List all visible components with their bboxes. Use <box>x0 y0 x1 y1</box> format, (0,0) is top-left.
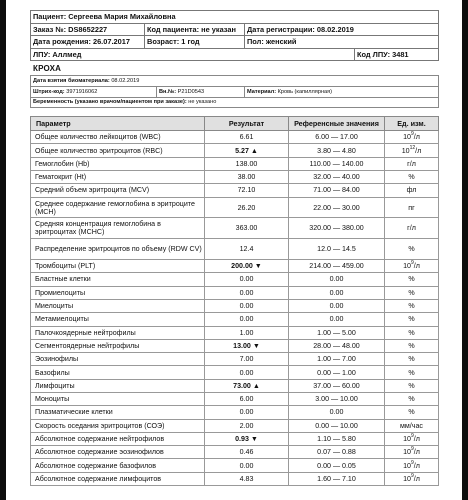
parameter-cell: Плазматические клетки <box>31 406 205 419</box>
reference-cell: 0.00 <box>289 313 385 326</box>
unit-exponent: 9 <box>410 131 414 138</box>
reference-cell: 110.00 — 140.00 <box>289 157 385 170</box>
unit-base: г/л <box>407 224 416 233</box>
unit-cell <box>385 446 439 459</box>
results-header-row <box>31 117 439 131</box>
table-row <box>31 260 439 273</box>
reference-cell: 0.00 — 10.00 <box>289 419 385 432</box>
result-cell: 138.00 <box>205 157 289 170</box>
patient-code: Код пациента: не указан <box>145 23 245 36</box>
unit-tail: /л <box>413 262 420 271</box>
result-cell: 12.4 <box>205 239 289 260</box>
unit-cell <box>385 459 439 472</box>
reference-cell: 320.00 — 380.00 <box>289 218 385 239</box>
table-row <box>31 144 439 157</box>
parameter-cell: Метамиелоциты <box>31 313 205 326</box>
reference-cell: 12.0 — 14.5 <box>289 239 385 260</box>
unit-tail: /л <box>413 461 420 470</box>
unit-tail: /л <box>413 435 420 444</box>
table-row <box>31 366 439 379</box>
table-row <box>31 432 439 445</box>
unit-cell <box>385 157 439 170</box>
table-row <box>31 131 439 144</box>
unit-cell <box>385 472 439 485</box>
table-row <box>31 218 439 239</box>
collection-date-label: Дата взятия биоматериала: <box>33 78 110 85</box>
result-cell: 2.00 <box>205 419 289 432</box>
reference-cell: 6.00 — 17.00 <box>289 131 385 144</box>
parameter-cell: Абсолютное содержание эозинофилов <box>31 446 205 459</box>
result-cell: 6.00 <box>205 393 289 406</box>
header-unit: Ед. изм. <box>385 117 439 131</box>
reference-cell: 214.00 — 459.00 <box>289 260 385 273</box>
reference-cell: 0.00 <box>289 299 385 312</box>
unit-exponent: 9 <box>410 446 414 453</box>
result-cell: 13.00 ▼ <box>205 339 289 352</box>
result-cell: 0.00 <box>205 299 289 312</box>
reference-cell: 1.60 — 7.10 <box>289 472 385 485</box>
internal-number <box>157 86 245 97</box>
barcode-value: 3971916062 <box>66 88 98 95</box>
table-row <box>31 184 439 197</box>
parameter-cell: Гемоглобин (Hb) <box>31 157 205 170</box>
right-border <box>462 0 468 500</box>
reference-cell: 3.80 — 4.80 <box>289 144 385 157</box>
unit-base: 10 <box>403 461 411 470</box>
header-parameter: Параметр <box>31 117 205 131</box>
result-cell: 72.10 <box>205 184 289 197</box>
parameter-cell: Лимфоциты <box>31 379 205 392</box>
unit-cell <box>385 339 439 352</box>
result-cell: 200.00 ▼ <box>205 260 289 273</box>
unit-exponent: 9 <box>410 459 414 466</box>
table-row <box>31 472 439 485</box>
unit-base: г/л <box>407 159 416 168</box>
lpu-row <box>30 49 439 62</box>
reference-cell: 0.00 <box>289 286 385 299</box>
table-row <box>31 446 439 459</box>
table-row <box>31 157 439 170</box>
result-cell: 0.00 <box>205 406 289 419</box>
unit-cell <box>385 432 439 445</box>
unit-cell <box>385 273 439 286</box>
unit-tail: /л <box>415 146 422 155</box>
reference-cell: 22.00 — 30.00 <box>289 197 385 218</box>
parameter-cell: Распределение эритроцитов по объему (RDW CV) <box>31 239 205 260</box>
material <box>245 86 439 97</box>
table-row <box>31 406 439 419</box>
result-cell: 38.00 <box>205 171 289 184</box>
result-cell: 0.93 ▼ <box>205 432 289 445</box>
reference-cell: 0.00 — 0.05 <box>289 459 385 472</box>
unit-cell <box>385 299 439 312</box>
unit-tail: /л <box>413 133 420 142</box>
result-cell: 6.61 <box>205 131 289 144</box>
parameter-cell: Общее количество эритроцитов (RBC) <box>31 144 205 157</box>
sample-meta <box>30 75 439 108</box>
reference-cell: 71.00 — 84.00 <box>289 184 385 197</box>
result-cell: 0.00 <box>205 366 289 379</box>
lpu-name: ЛПУ: Аллмед <box>31 49 355 61</box>
unit-base: % <box>408 328 415 337</box>
header-reference: Референсные значения <box>289 117 385 131</box>
result-cell: 4.83 <box>205 472 289 485</box>
reference-cell: 37.00 — 60.00 <box>289 379 385 392</box>
lab-title: КРОХА <box>33 64 62 74</box>
parameter-cell: Общее количество лейкоцитов (WBC) <box>31 131 205 144</box>
reference-cell: 1.00 — 5.00 <box>289 326 385 339</box>
unit-cell <box>385 131 439 144</box>
reference-cell: 0.07 — 0.88 <box>289 446 385 459</box>
parameter-cell: Промиелоциты <box>31 286 205 299</box>
table-row <box>31 379 439 392</box>
table-row <box>31 313 439 326</box>
unit-cell <box>385 144 439 157</box>
unit-cell <box>385 286 439 299</box>
patient-name: Пациент: Сергеева Мария Михайловна <box>31 11 439 24</box>
parameter-cell: Гематокрит (Ht) <box>31 171 205 184</box>
pregnancy-value: не указано <box>188 99 217 106</box>
unit-tail: /л <box>413 474 420 483</box>
unit-base: % <box>408 245 415 254</box>
parameter-cell: Базофилы <box>31 366 205 379</box>
unit-cell <box>385 239 439 260</box>
unit-exponent: 9 <box>410 472 414 479</box>
internal-number-label: Вн.№: <box>159 88 177 95</box>
order-number: Заказ №: DS8652227 <box>31 23 145 36</box>
parameter-cell: Миелоциты <box>31 299 205 312</box>
result-cell: 0.00 <box>205 286 289 299</box>
unit-base: 10 <box>401 146 410 155</box>
left-border <box>0 0 6 500</box>
table-row <box>31 171 439 184</box>
parameter-cell: Сегментоядерные нейтрофилы <box>31 339 205 352</box>
unit-base: 10 <box>403 474 411 483</box>
unit-base: % <box>408 355 415 364</box>
parameter-cell: Эозинофилы <box>31 353 205 366</box>
parameter-cell: Моноциты <box>31 393 205 406</box>
lab-report <box>30 10 438 486</box>
unit-base: % <box>408 341 415 350</box>
reference-cell: 28.00 — 48.00 <box>289 339 385 352</box>
unit-base: 10 <box>403 133 411 142</box>
unit-cell <box>385 393 439 406</box>
unit-exponent: 12 <box>409 144 416 151</box>
registration-date: Дата регистрации: 08.02.2019 <box>245 23 439 36</box>
unit-cell <box>385 366 439 379</box>
parameter-cell: Тромбоциты (PLT) <box>31 260 205 273</box>
unit-tail: /л <box>413 448 420 457</box>
barcode <box>31 86 157 97</box>
table-row <box>31 273 439 286</box>
unit-base: 10 <box>403 262 411 271</box>
patient-age: Возраст: 1 год <box>145 36 245 49</box>
unit-base: % <box>408 275 415 284</box>
unit-base: % <box>408 381 415 390</box>
reference-cell: 0.00 <box>289 406 385 419</box>
lpu-code: Код ЛПУ: 3481 <box>355 49 439 61</box>
parameter-cell: Средний объем эритроцита (MCV) <box>31 184 205 197</box>
table-row <box>31 339 439 352</box>
parameter-cell: Средняя концентрация гемоглобина в эритроцитах (MCHC) <box>31 218 205 239</box>
table-row <box>31 419 439 432</box>
result-cell: 1.00 <box>205 326 289 339</box>
reference-cell: 0.00 <box>289 273 385 286</box>
parameter-cell: Абсолютное содержание базофилов <box>31 459 205 472</box>
collection-date <box>31 76 439 87</box>
reference-cell: 3.00 — 10.00 <box>289 393 385 406</box>
parameter-cell: Среднее содержание гемоглобина в эритроците (MCH) <box>31 197 205 218</box>
barcode-label: Штрих-код: <box>33 88 65 95</box>
reference-cell: 0.00 — 1.00 <box>289 366 385 379</box>
unit-base: % <box>408 288 415 297</box>
birth-date: Дата рождения: 26.07.2017 <box>31 36 145 49</box>
table-row <box>31 393 439 406</box>
table-row <box>31 459 439 472</box>
internal-number-value: P21D0543 <box>177 88 205 95</box>
unit-cell <box>385 313 439 326</box>
unit-base: 10 <box>403 435 411 444</box>
unit-exponent: 9 <box>410 260 414 267</box>
parameter-cell: Бластные клетки <box>31 273 205 286</box>
unit-cell <box>385 379 439 392</box>
unit-cell <box>385 197 439 218</box>
result-cell: 0.00 <box>205 313 289 326</box>
unit-base: пг <box>408 203 415 212</box>
result-cell: 73.00 ▲ <box>205 379 289 392</box>
unit-cell <box>385 171 439 184</box>
reference-cell: 1.00 — 7.00 <box>289 353 385 366</box>
unit-cell <box>385 326 439 339</box>
unit-base: мм/час <box>400 421 423 430</box>
table-row <box>31 239 439 260</box>
material-value: Кровь (капиллярная) <box>277 88 333 95</box>
unit-base: % <box>408 302 415 311</box>
result-cell: 363.00 <box>205 218 289 239</box>
reference-cell: 32.00 — 40.00 <box>289 171 385 184</box>
result-cell: 26.20 <box>205 197 289 218</box>
results-table <box>30 116 439 486</box>
pregnancy-label: Беременность (указано врачом/пациентом при заказе): <box>33 99 187 106</box>
unit-base: фл <box>406 186 417 195</box>
parameter-cell: Абсолютное содержание нейтрофилов <box>31 432 205 445</box>
unit-base: 10 <box>403 448 411 457</box>
table-row <box>31 299 439 312</box>
unit-base: % <box>408 173 415 182</box>
result-cell: 7.00 <box>205 353 289 366</box>
table-row <box>31 353 439 366</box>
table-row <box>31 326 439 339</box>
parameter-cell: Скорость оседания эритроцитов (СОЭ) <box>31 419 205 432</box>
collection-date-value: 08.02.2019 <box>111 78 140 85</box>
result-cell: 0.00 <box>205 273 289 286</box>
unit-cell <box>385 218 439 239</box>
patient-sex: Пол: женский <box>245 36 439 49</box>
pregnancy <box>31 97 439 108</box>
header-result: Результат <box>205 117 289 131</box>
reference-cell: 1.10 — 5.80 <box>289 432 385 445</box>
result-cell: 0.46 <box>205 446 289 459</box>
unit-cell <box>385 406 439 419</box>
parameter-cell: Палочкоядерные нейтрофилы <box>31 326 205 339</box>
unit-cell <box>385 184 439 197</box>
unit-base: % <box>408 395 415 404</box>
unit-cell <box>385 353 439 366</box>
unit-base: % <box>408 315 415 324</box>
unit-cell <box>385 260 439 273</box>
table-row <box>31 286 439 299</box>
parameter-cell: Абсолютное содержание лимфоцитов <box>31 472 205 485</box>
table-row <box>31 197 439 218</box>
unit-base: % <box>408 408 415 417</box>
result-cell: 5.27 ▲ <box>205 144 289 157</box>
material-label: Материал: <box>247 88 277 95</box>
unit-exponent: 9 <box>410 433 414 440</box>
unit-base: % <box>408 368 415 377</box>
unit-cell <box>385 419 439 432</box>
patient-header <box>30 10 439 49</box>
result-cell: 0.00 <box>205 459 289 472</box>
